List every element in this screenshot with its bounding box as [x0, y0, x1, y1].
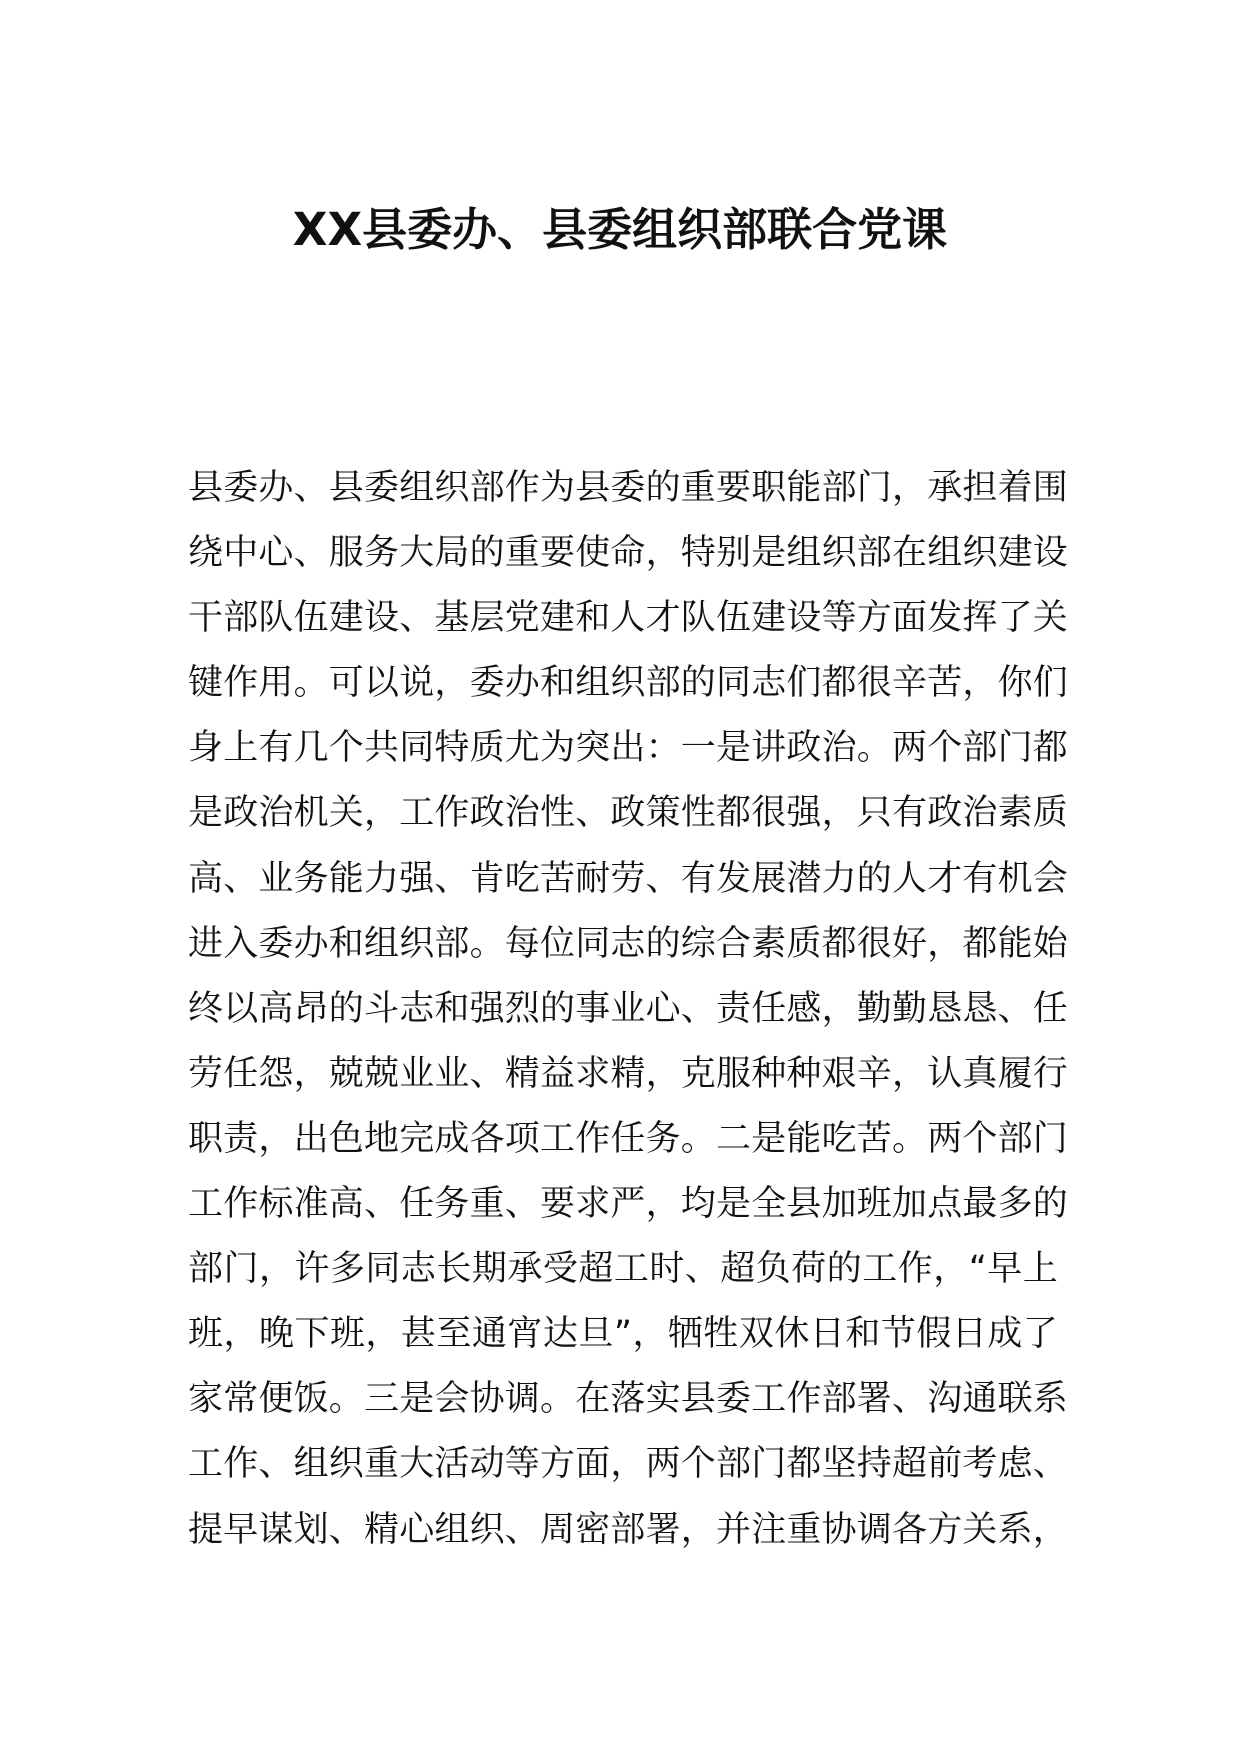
paragraph-line: 干部队伍建设、基层党建和人才队伍建设等方面发挥了关: [188, 598, 1069, 639]
paragraph-line: 家常便饭。三是会协调。在落实县委工作部署、沟通联系: [188, 1379, 1069, 1420]
paragraph-line: 绕中心、服务大局的重要使命，特别是组织部在组织建设: [188, 533, 1069, 574]
document-title: XX县委办、县委组织部联合党课: [292, 203, 948, 256]
paragraph-line: 班，晚下班，甚至通宵达旦”，牺牲双休日和节假日成了: [188, 1314, 1058, 1355]
document-body: [188, 456, 1069, 1563]
paragraph-line: 劳任怨，兢兢业业、精益求精，克服种种艰辛，认真履行: [188, 1053, 1069, 1094]
paragraph-line: 职责，出色地完成各项工作任务。二是能吃苦。两个部门: [188, 1118, 1069, 1159]
paragraph-line: 提早谋划、精心组织、周密部署，并注重协调各方关系，: [188, 1509, 1069, 1550]
paragraph-line: 工作、组织重大活动等方面，两个部门都坚持超前考虑、: [188, 1444, 1069, 1485]
paragraph-line: 高、业务能力强、肯吃苦耐劳、有发展潜力的人才有机会: [188, 858, 1069, 899]
paragraph-line: 身上有几个共同特质尤为突出：一是讲政治。两个部门都: [188, 728, 1069, 769]
paragraph-line: 键作用。可以说，委办和组织部的同志们都很辛苦，你们: [188, 663, 1069, 704]
paragraph-line: 县委办、县委组织部作为县委的重要职能部门，承担着围: [188, 468, 1069, 508]
paragraph-line: 终以高昂的斗志和强烈的事业心、责任感，勤勤恳恳、任: [188, 988, 1069, 1029]
paragraph-line: 是政治机关，工作政治性、政策性都很强，只有政治素质: [188, 793, 1069, 834]
paragraph-line: 进入委办和组织部。每位同志的综合素质都很好，都能始: [188, 923, 1069, 964]
paragraph-line: 工作标准高、任务重、要求严，均是全县加班加点最多的: [188, 1184, 1069, 1225]
paragraph-line: 部门，许多同志长期承受超工时、超负荷的工作，“早上: [188, 1249, 1058, 1290]
